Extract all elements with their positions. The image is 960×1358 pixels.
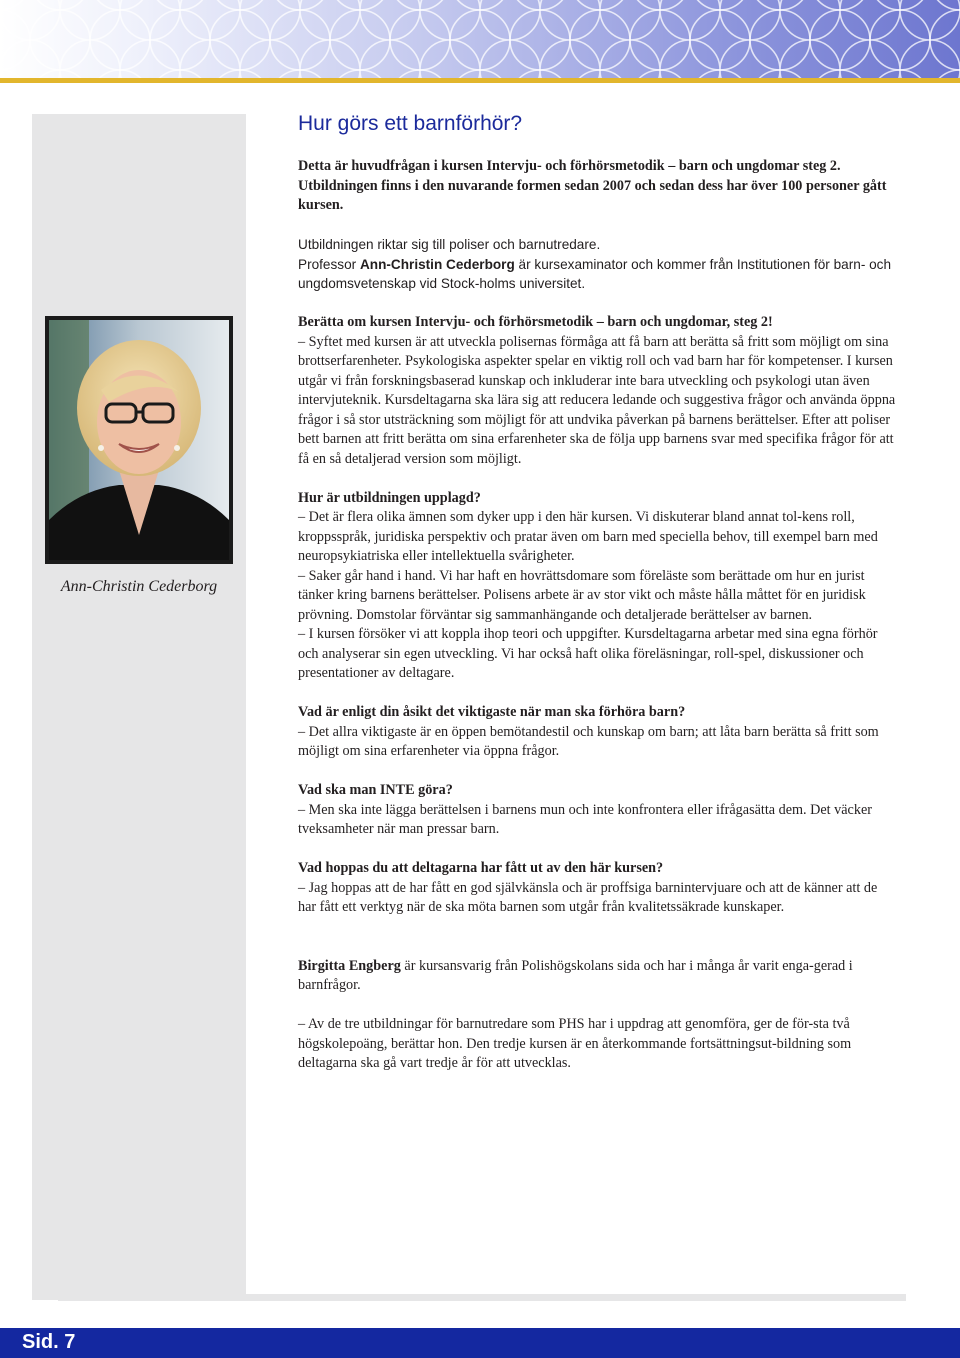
question-1: Berätta om kursen Intervju- och förhörsmetodik – barn och ungdomar, steg 2! <box>298 314 773 330</box>
footer-bar <box>0 1328 960 1358</box>
sidebar-panel <box>32 114 246 1300</box>
answer-2: – Det är flera olika ämnen som dyker upp i den här kursen. Vi diskuterar bland annat tol-kens roll, kroppsspråk, juridiska perspektiv och pratar även om barn med speciella behov, till exempel barn med neuropsykiatriska eller intellektuella svårigheter. – Saker går hand i hand. Vi har haft en hovrättsdomare som föreläste som berättade om hur en jurist tänker kring barnens berättelser. Polisens arbete är av stor vikt och måste hålla måttet för en juridisk prövning. Domstolar förväntar sig sammanhängande och detaljerade berättelser av barnen. – I kursen försöker vi att koppla ihop teori och uppgifter. Kursdeltagarna arbetar med sina egna förhör och analyserar sin egen utveckling. Vi har också haft olika föreläsningar, roll-spel, diskussioner och presentationer av deltagare. <box>298 509 878 681</box>
gold-divider <box>0 78 960 83</box>
answer-4: – Men ska inte lägga berättelsen i barnens mun och inte konfrontera eller ifrågasätta dem. Det väcker tveksamheter när man pressar barn. <box>298 801 872 837</box>
intro-paragraph: Detta är huvudfrågan i kursen Intervju- och förhörsmetodik – barn och ungdomar steg 2. Utbildningen finns i den nuvarande formen sedan 2007 och sedan dess har över 100 personer gått kursen. <box>298 158 887 213</box>
circle-pattern <box>0 0 960 78</box>
answer-5: – Jag hoppas att de har fått en god självkänsla och är proffsiga barnintervjuare och att de känner att de har fått ett verktyg när de ska möta barnen som utgår från kvalitetssäkrade kunskaper. <box>298 879 878 915</box>
question-5: Vad hoppas du att deltagarna har fått ut av den här kursen? <box>298 860 664 876</box>
question-3: Vad är enligt din åsikt det viktigaste när man ska förhöra barn? <box>298 704 686 720</box>
closing-paragraph: – Av de tre utbildningar för barnutredare som PHS har i uppdrag att genomföra, ger de för-sta två högskolepoäng, berättar hon. Den tredje kursen är en återkommande fortsättningsut-bildning som deltagarna ska gå vart tredje år för att utvecklas. <box>298 1016 852 1071</box>
examiner-paragraph <box>298 255 898 294</box>
coordinator-name: Birgitta Engberg <box>298 957 401 974</box>
answer-3: – Det allra viktigaste är en öppen bemötandestil och kunskap om barn; att låta barn berätta så fritt som möjligt om sina erfarenheter via öppna frågor. <box>298 723 879 759</box>
answer-1: – Syftet med kursen är att utveckla polisernas förmåga att få barn att berätta så fritt som möjligt om sina brottserfarenheter. Psykologiska aspekter spelar en viktig roll och vad barn har för kompetenser. I kursen utgår vi från forskningsbaserad kunskap och inkluderar inte bara utveckling och psykologi utan även intervjuteknik. Kursdeltagarna ska lära sig att reducera ledande och suggestiva frågor och använda öppna frågor i så stor utsträckning som möjligt för att undvika påverkan på barnens berättelser. Efter att poliser bett barnen att fritt berätta om sina erfarenheter ska de följa upp barnens svar med specifika frågor för att få en så detaljerad version som möjligt. <box>298 333 896 467</box>
question-2: Hur är utbildningen upplagd? <box>298 489 481 506</box>
decorative-banner <box>0 0 960 78</box>
article-heading: Hur görs ett barnförhör? <box>298 112 523 135</box>
audience-paragraph: Utbildningen riktar sig till poliser och barnutredare. <box>298 237 601 252</box>
photo-caption: Ann-Christin Cederborg <box>60 578 218 595</box>
portrait-photo <box>49 320 229 560</box>
coordinator-paragraph <box>298 957 898 996</box>
examiner-name: Ann-Christin Cederborg <box>359 256 515 272</box>
examiner-prefix: Professor <box>298 256 360 272</box>
question-4: Vad ska man INTE göra? <box>298 782 453 798</box>
article-body <box>298 111 898 1074</box>
page-number: Sid. 7 <box>22 1331 76 1353</box>
coordinator-text: är kursansvarig från Polishögskolans sida och har i många år varit enga-gerad i barnfrågor. <box>298 957 853 993</box>
panel-bottom-edge <box>58 1294 906 1301</box>
examiner-suffix: är kursexaminator och kommer från Institutionen för barn- och ungdomsvetenskap vid Stock-holms universitet. <box>298 256 892 291</box>
